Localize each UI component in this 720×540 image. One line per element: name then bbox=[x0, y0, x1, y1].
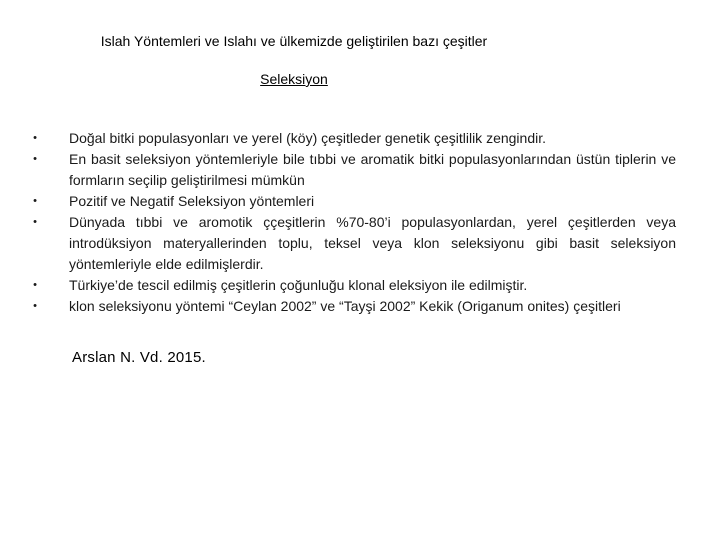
list-item-text: klon seleksiyonu yöntemi “Ceylan 2002” ve “Tayşi 2002” Kekik (Origanum onites) çeşitleri bbox=[69, 298, 621, 314]
list-item bbox=[30, 191, 676, 212]
citation: Arslan N. Vd. 2015. bbox=[72, 349, 206, 366]
bullet-icon: • bbox=[33, 132, 37, 144]
list-item-text: Dünyada tıbbi ve aromotik ççeşitlerin %70-80’i populasyonlardan, yerel çeşitlerden veya introdüksiyon materyallerinden toplu, teksel veya klon seleksiyonu gibi basit seleksiyon yöntemleriyle elde edilmişlerdir. bbox=[69, 214, 676, 272]
slide-subtitle bbox=[0, 69, 588, 89]
bullet-icon: • bbox=[33, 279, 37, 291]
list-item bbox=[30, 149, 676, 191]
slide-title: Islah Yöntemleri ve Islahı ve ülkemizde geliştirilen bazı çeşitler bbox=[100, 33, 488, 49]
bullet-list bbox=[30, 128, 676, 317]
list-item-text: Türkiye’de tescil edilmiş çeşitlerin çoğunluğu klonal eleksiyon ile edilmiştir. bbox=[69, 277, 528, 293]
list-item bbox=[30, 275, 676, 296]
list-item-text: Pozitif ve Negatif Seleksiyon yöntemleri bbox=[69, 193, 315, 209]
list-item bbox=[30, 128, 676, 149]
subtitle-text: Seleksiyon bbox=[260, 71, 328, 87]
list-item-text: En basit seleksiyon yöntemleriyle bile tıbbi ve aromatik bitki populasyonlarından üstün tiplerin ve formların seçilip geliştirilmesi mümkün bbox=[69, 151, 676, 188]
list-item bbox=[30, 212, 676, 275]
list-item-text: Doğal bitki populasyonları ve yerel (köy) çeşitleder genetik çeşitlilik zengindir. bbox=[69, 130, 547, 146]
bullet-icon: • bbox=[33, 153, 37, 165]
bullet-icon: • bbox=[33, 300, 37, 312]
bullet-icon: • bbox=[33, 216, 37, 228]
bullet-icon: • bbox=[33, 195, 37, 207]
list-item bbox=[30, 296, 676, 317]
